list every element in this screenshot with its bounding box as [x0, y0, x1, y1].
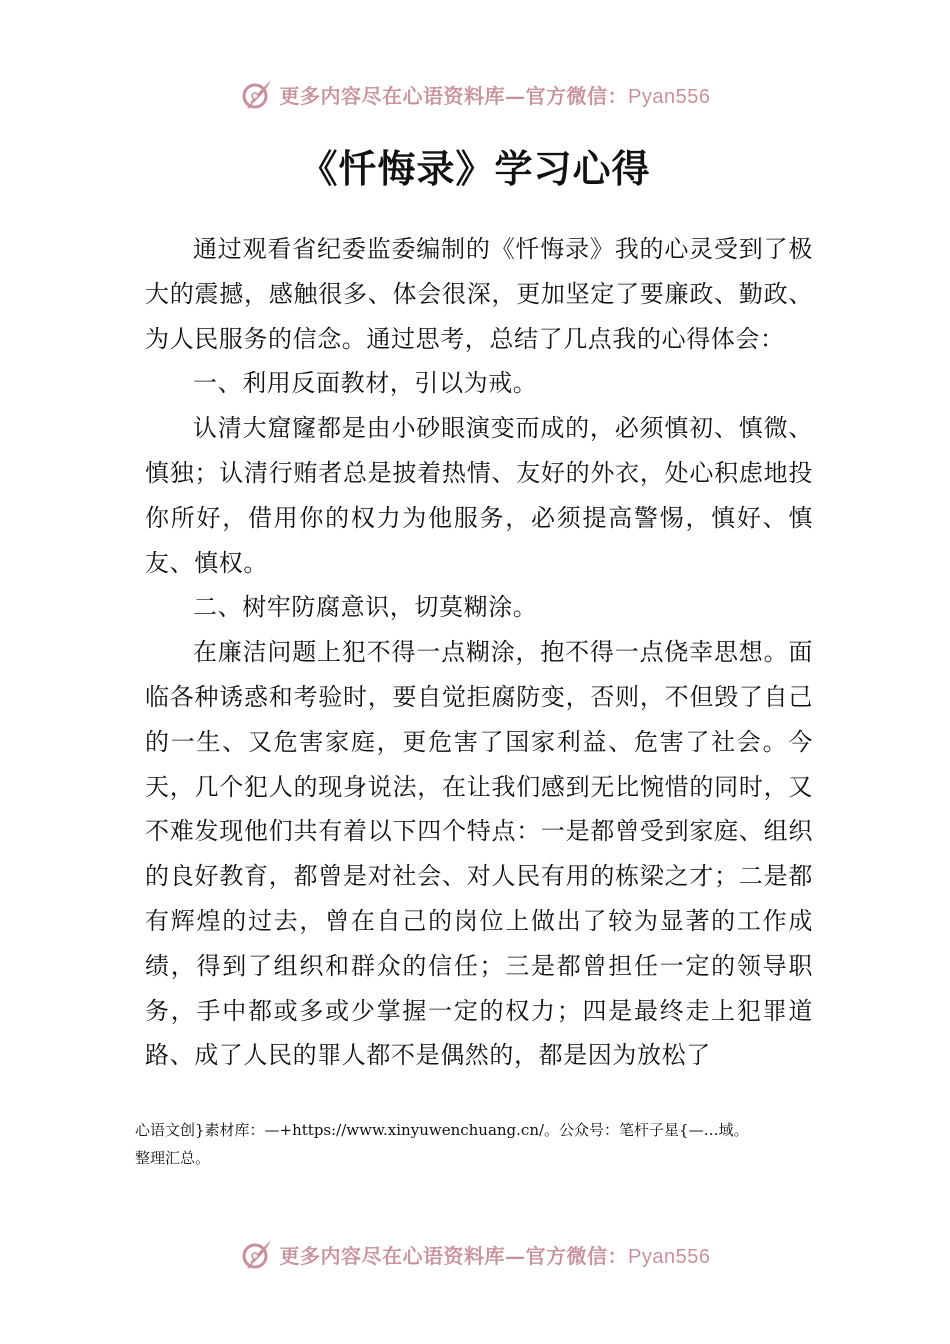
quill-pen-logo-icon	[240, 77, 274, 111]
header-banner-text	[280, 80, 711, 109]
source-note	[135, 1116, 825, 1172]
banner-slogan: 更多内容尽在心语资料库—官方微信：	[279, 1243, 629, 1268]
source-note-line-1: 心语文创}素材库：—+https://www.xinyuwenchuang.cn/。公众号：笔杆子星{—…域。	[135, 1121, 749, 1139]
paragraph-intro: 通过观看省纪委监委编制的《忏悔录》我的心灵受到了极大的震撼，感触很多、体会很深，更加坚定了要廉政、勤政、为人民服务的信念。通过思考，总结了几点我的心得体会：	[145, 235, 813, 353]
paragraph-two: 在廉洁问题上犯不得一点糊涂，抱不得一点侥幸思想。面临各种诱惑和考验时，要自觉拒腐防变，否则，不但毁了自己的一生、又危害家庭，更危害了国家利益、危害了社会。今天，几个犯人的现身说法，在让我们感到无比惋惜的同时，又不难发现他们共有着以下四个特点：一是都曾受到家庭、组织的良好教育，都曾是对社会、对人民有用的栋梁之才；二是都有辉煌的过去，曾在自己的岗位上做出了较为显著的工作成绩，得到了组织和群众的信任；三是都曾担任一定的领导职务，手中都或多或少掌握一定的权力；四是最终走上犯罪道路、成了人民的罪人都不是偶然的，都是因为放松了	[145, 638, 813, 1070]
banner-slogan: 更多内容尽在心语资料库—官方微信：	[279, 83, 629, 108]
paragraph-one: 认清大窟窿都是由小砂眼演变而成的，必须慎初、慎微、慎独；认清行贿者总是披着热情、友好的外衣，处心积虑地投你所好，借用你的权力为他服务，必须提高警惕，慎好、慎友、慎权。	[145, 414, 813, 577]
footer-banner	[0, 1234, 950, 1274]
header-banner	[0, 74, 950, 114]
wechat-id: Pyan556	[628, 1245, 711, 1268]
page-title: 《忏悔录》学习心得	[299, 147, 651, 191]
document-body	[145, 227, 813, 1078]
heading-two: 二、树牢防腐意识，切莫糊涂。	[193, 593, 538, 622]
heading-one: 一、利用反面教材，引以为戒。	[193, 369, 538, 398]
footer-banner-text	[280, 1240, 711, 1269]
quill-pen-logo-icon	[240, 1237, 274, 1271]
source-note-line-2: 整理汇总。	[135, 1149, 211, 1167]
wechat-id: Pyan556	[628, 85, 711, 108]
